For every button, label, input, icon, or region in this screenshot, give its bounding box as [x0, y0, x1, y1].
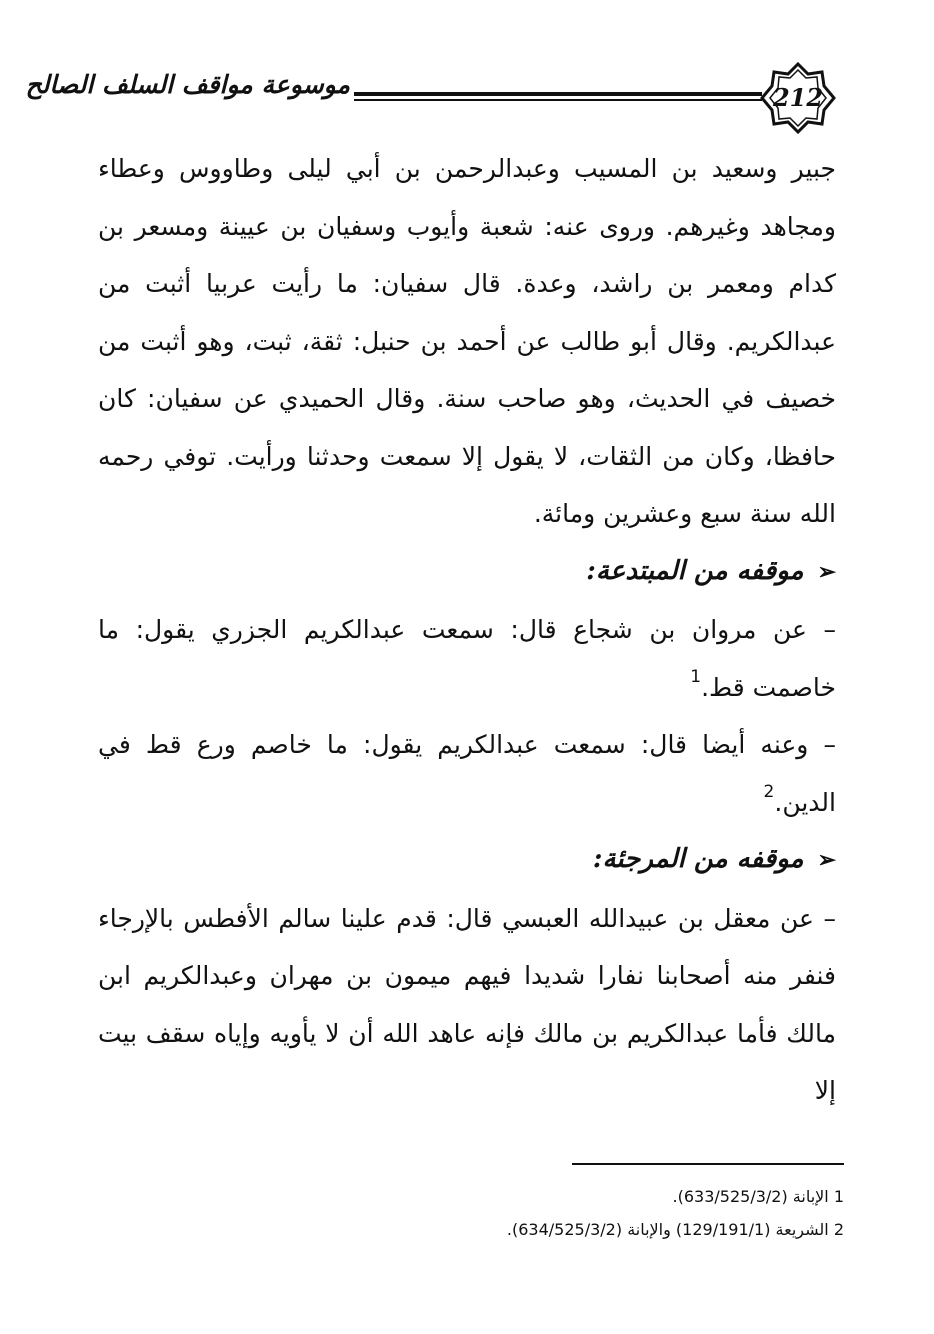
- page-number: 212: [772, 83, 824, 112]
- narration-paragraph: [98, 601, 836, 716]
- footnote-ref: 1: [690, 666, 702, 687]
- arrow-bullet-icon: ➢: [817, 558, 836, 585]
- page-header: [25, 62, 848, 134]
- header-rule-thick: [354, 92, 762, 96]
- narration-text: – وعنه أيضا قال: سمعت عبدالكريم يقول: ما خاصم ورع قط في الدين.: [98, 730, 836, 817]
- footnotes: [400, 1180, 844, 1246]
- main-text: [98, 140, 836, 1120]
- narration-paragraph: [98, 716, 836, 831]
- arrow-bullet-icon: ➢: [817, 847, 836, 873]
- footnote-item: 2 الشريعة (129/191/1) والإبانة (634/525/3/2).: [506, 1220, 844, 1239]
- footnote-divider: [572, 1163, 844, 1165]
- narration-paragraph: – عن معقل بن عبيدالله العبسي قال: قدم علينا سالم الأفطس بالإرجاء فنفر منه أصحابنا نفارا شديدا فيهم ميمون بن مهران وعبدالكريم ابن مالك فأما عبدالكريم بن مالك فإنه عاهد الله أن لا يأويه وإياه سقف بيت إلا: [98, 903, 836, 1105]
- book-title: موسوعة مواقف السلف الصالح: [25, 70, 350, 99]
- section-heading-murjia: [98, 831, 836, 890]
- section-heading-label: موقفه من المرجئة:: [592, 844, 804, 874]
- page-number-badge: [760, 62, 836, 134]
- narration-text: – عن مروان بن شجاع قال: سمعت عبدالكريم الجزري يقول: ما خاصمت قط.: [98, 615, 836, 702]
- header-rule: [354, 90, 762, 104]
- footnote-item: 1 الإبانة (633/525/3/2).: [672, 1187, 844, 1206]
- header-rule-thin: [354, 99, 762, 101]
- footnote-ref: 2: [763, 781, 775, 802]
- section-heading-innovators: [98, 543, 836, 602]
- section-heading-label: موقفه من المبتدعة:: [586, 555, 804, 586]
- biography-paragraph: جبير وسعيد بن المسيب وعبدالرحمن بن أبي ليلى وطاووس وعطاء ومجاهد وغيرهم. وروى عنه: شعبة وأيوب وسفيان بن عيينة ومسعر بن كدام ومعمر بن راشد، وعدة. قال سفيان: ما رأيت عربيا أثبت من عبدالكريم. وقال أبو طالب عن أحمد بن حنبل: ثقة، ثبت، وهو أثبت من خصيف في الحديث، وهو صاحب سنة. وقال الحميدي عن سفيان: كان حافظا، وكان من الثقات، لا يقول إلا سمعت وحدثنا ورأيت. توفي رحمه الله سنة سبع وعشرين ومائة.: [98, 154, 836, 528]
